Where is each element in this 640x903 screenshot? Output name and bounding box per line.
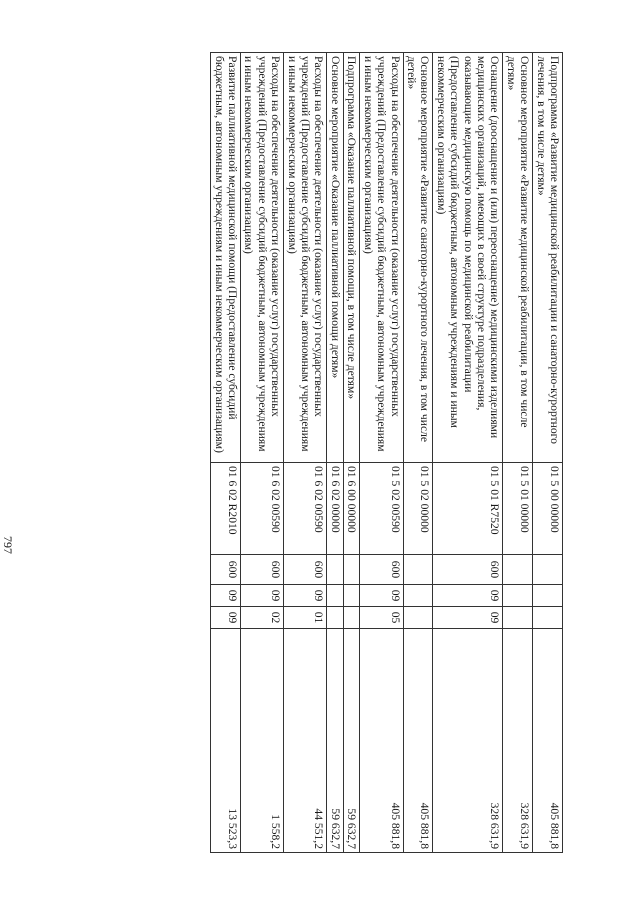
row-name: Оснащение (дооснащение и (или) переоснащение) медицинскими изделиями медицинских организаций, имеющих в своей структуре подразделения, оказывающие медицинскую помощь по медицинской реабилитации (Предоставление субсидий бюджетным, автономным учреждениям и иным некоммерческим организациям)	[433, 53, 503, 463]
row-vr: 600	[211, 555, 241, 585]
row-sum: 328 631,9	[503, 629, 533, 853]
row-code: 01 6 02 00590	[241, 463, 284, 555]
row-code: 01 6 02 00590	[284, 463, 327, 555]
row-pr	[403, 607, 433, 629]
row-pr: 05	[360, 607, 403, 629]
row-vr	[403, 555, 433, 585]
row-code: 01 6 00 00000	[343, 463, 359, 555]
row-pr	[533, 607, 563, 629]
row-sum: 328 631,9	[433, 629, 503, 853]
rotated-page-content	[113, 52, 563, 852]
table-row	[211, 53, 241, 853]
row-sum: 13 523,3	[211, 629, 241, 853]
row-name: Основное мероприятие «Оказание паллиативной помощи детям»	[327, 53, 343, 463]
row-pr: 09	[211, 607, 241, 629]
page-number: 797	[1, 536, 15, 554]
row-rz	[403, 585, 433, 607]
row-name: Основное мероприятие «Развитие санаторно-курортного лечения, в том числе детей»	[403, 53, 433, 463]
row-name: Развитие паллиативной медицинской помощи (Предоставление субсидий бюджетным, автономным учреждениям и иным некоммерческим организациям)	[211, 53, 241, 463]
table-row	[241, 53, 284, 853]
row-rz: 09	[241, 585, 284, 607]
row-sum: 59 632,7	[327, 629, 343, 853]
row-sum: 59 632,7	[343, 629, 359, 853]
row-code: 01 5 01 00000	[503, 463, 533, 555]
table-row	[403, 53, 433, 853]
row-rz	[327, 585, 343, 607]
row-code: 01 6 02 00000	[327, 463, 343, 555]
row-name: Расходы на обеспечение деятельности (оказание услуг) государственных учреждений (Предоставление субсидий бюджетным, автономным учреждениям и иным некоммерческим организациям)	[284, 53, 327, 463]
row-code: 01 5 02 00000	[403, 463, 433, 555]
budget-table	[210, 52, 563, 853]
row-code: 01 5 02 00590	[360, 463, 403, 555]
row-code: 01 5 01 R7520	[433, 463, 503, 555]
table-row	[533, 53, 563, 853]
row-name: Подпрограмма «Развитие медицинской реабилитации и санаторно-курортного лечения, в том числе детям»	[533, 53, 563, 463]
row-vr	[533, 555, 563, 585]
row-vr: 600	[433, 555, 503, 585]
table-row	[343, 53, 359, 853]
row-name: Расходы на обеспечение деятельности (оказание услуг) государственных учреждений (Предоставление субсидий бюджетным, автономным учреждениям и иным некоммерческим организациям)	[360, 53, 403, 463]
table-row	[360, 53, 403, 853]
table-row	[327, 53, 343, 853]
row-vr: 600	[241, 555, 284, 585]
row-sum: 44 551,2	[284, 629, 327, 853]
row-pr: 09	[433, 607, 503, 629]
row-vr	[343, 555, 359, 585]
row-pr: 01	[284, 607, 327, 629]
row-rz: 09	[211, 585, 241, 607]
row-vr	[503, 555, 533, 585]
row-pr	[327, 607, 343, 629]
row-sum: 1 558,2	[241, 629, 284, 853]
row-rz: 09	[433, 585, 503, 607]
row-pr: 02	[241, 607, 284, 629]
row-rz	[503, 585, 533, 607]
row-rz	[343, 585, 359, 607]
row-name: Подпрограмма «Оказание паллиативной помощи, в том числе детям»	[343, 53, 359, 463]
row-code: 01 6 02 R2010	[211, 463, 241, 555]
row-pr	[343, 607, 359, 629]
row-sum: 405 881,8	[360, 629, 403, 853]
row-vr	[327, 555, 343, 585]
row-name: Основное мероприятие «Развитие медицинской реабилитации, в том числе детям»	[503, 53, 533, 463]
row-sum: 405 881,8	[533, 629, 563, 853]
row-rz: 09	[284, 585, 327, 607]
row-rz: 09	[360, 585, 403, 607]
row-vr: 600	[284, 555, 327, 585]
row-pr	[503, 607, 533, 629]
table-row	[503, 53, 533, 853]
row-name: Расходы на обеспечение деятельности (оказание услуг) государственных учреждений (Предоставление субсидий бюджетным, автономным учреждениям и иным некоммерческим организациям)	[241, 53, 284, 463]
row-code: 01 5 00 00000	[533, 463, 563, 555]
table-row	[433, 53, 503, 853]
table-row	[284, 53, 327, 853]
row-sum: 405 881,8	[403, 629, 433, 853]
row-vr: 600	[360, 555, 403, 585]
row-rz	[533, 585, 563, 607]
